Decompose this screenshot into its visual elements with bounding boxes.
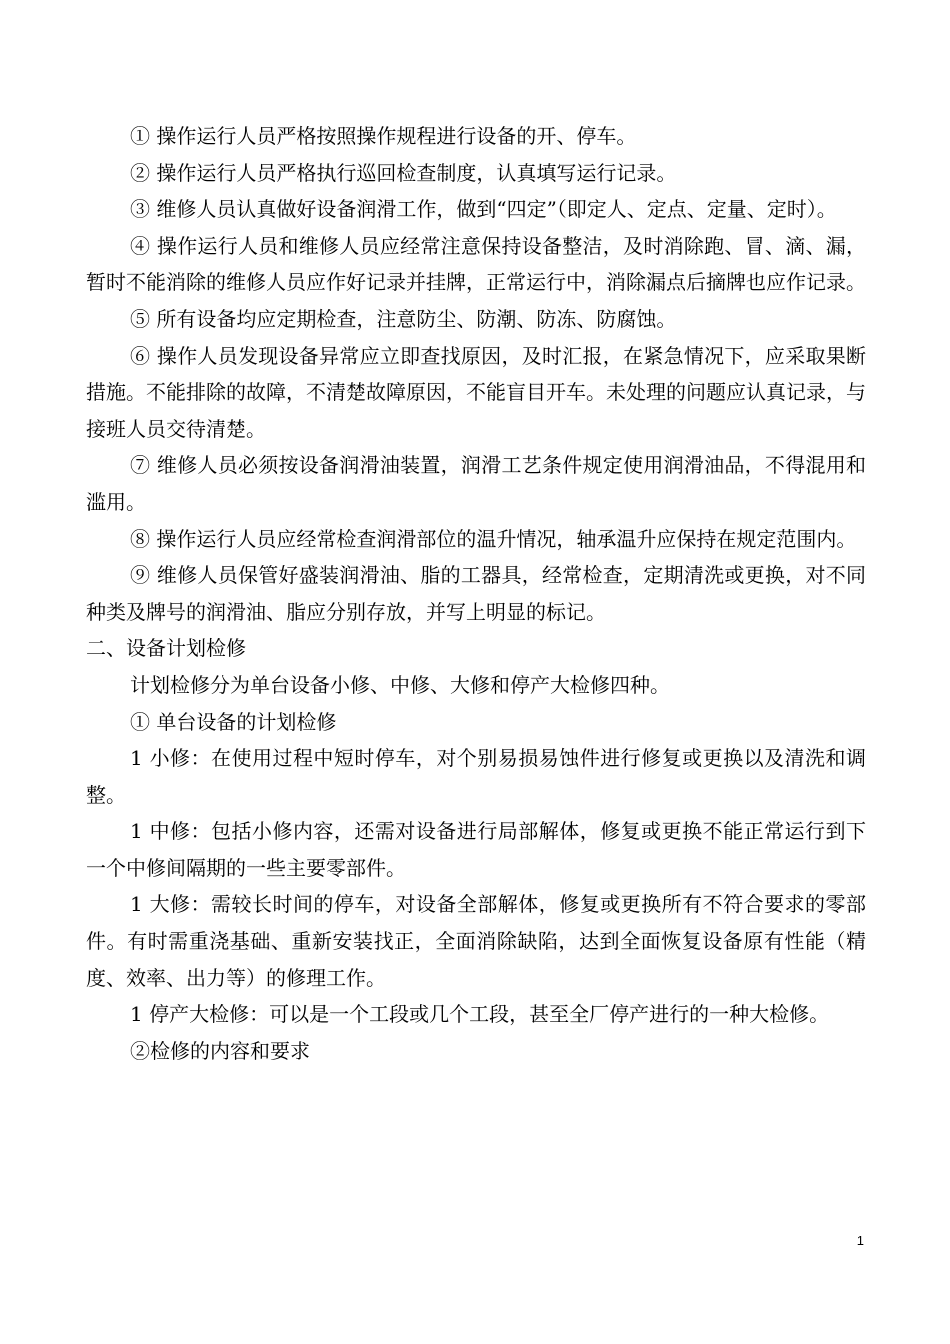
subsection-heading: ②检修的内容和要求 [130, 1038, 310, 1063]
paragraph: ⑦ 维修人员必须按设备润滑油装置，润滑工艺条件规定使用润滑油品，不得混用和滥用。 [86, 453, 866, 514]
paragraph: ③ 维修人员认真做好设备润滑工作，做到“四定”（即定人、定点、定量、定时）。 [130, 197, 837, 222]
paragraph: 1 停产大检修：可以是一个工段或几个工段，甚至全厂停产进行的一种大检修。 [130, 1002, 830, 1027]
paragraph: ⑤ 所有设备均应定期检查，注意防尘、防潮、防冻、防腐蚀。 [130, 306, 677, 331]
paragraph: ⑥ 操作人员发现设备异常应立即查找原因，及时汇报，在紧急情况下，应采取果断措施。不能排除的故障，不清楚故障原因，不能盲目开车。未处理的问题应认真记录，与接班人员交待清楚。 [86, 343, 866, 441]
paragraph: ⑧ 操作运行人员应经常检查润滑部位的温升情况，轴承温升应保持在规定范围内。 [130, 526, 857, 551]
document-body [86, 118, 866, 1069]
page-number: 1 [856, 1233, 864, 1248]
paragraph: 1 小修：在使用过程中短时停车，对个别易损易蚀件进行修复或更换以及清洗和调整。 [86, 746, 866, 807]
paragraph: ⑨ 维修人员保管好盛装润滑油、脂的工器具，经常检查，定期清洗或更换，对不同种类及牌号的润滑油、脂应分别存放，并写上明显的标记。 [86, 563, 866, 624]
subsection-heading: ① 单台设备的计划检修 [130, 709, 337, 734]
paragraph: ① 操作运行人员严格按照操作规程进行设备的开、停车。 [130, 124, 637, 148]
paragraph: 计划检修分为单台设备小修、中修、大修和停产大检修四种。 [130, 672, 670, 697]
section-heading: 二、设备计划检修 [86, 636, 246, 661]
paragraph: 1 大修：需较长时间的停车，对设备全部解体，修复或更换所有不符合要求的零部件。有时需重浇基础、重新安装找正，全面消除缺陷，达到全面恢复设备原有性能（精度、效率、出力等）的修理工作。 [86, 892, 866, 990]
paragraph: 1 中修：包括小修内容，还需对设备进行局部解体，修复或更换不能正常运行到下一个中修间隔期的一些主要零部件。 [86, 819, 866, 880]
paragraph: ④ 操作运行人员和维修人员应经常注意保持设备整洁，及时消除跑、冒、滴、漏，暂时不能消除的维修人员应作好记录并挂牌，正常运行中，消除漏点后摘牌也应作记录。 [86, 233, 866, 295]
paragraph: ② 操作运行人员严格执行巡回检查制度，认真填写运行记录。 [130, 160, 677, 185]
